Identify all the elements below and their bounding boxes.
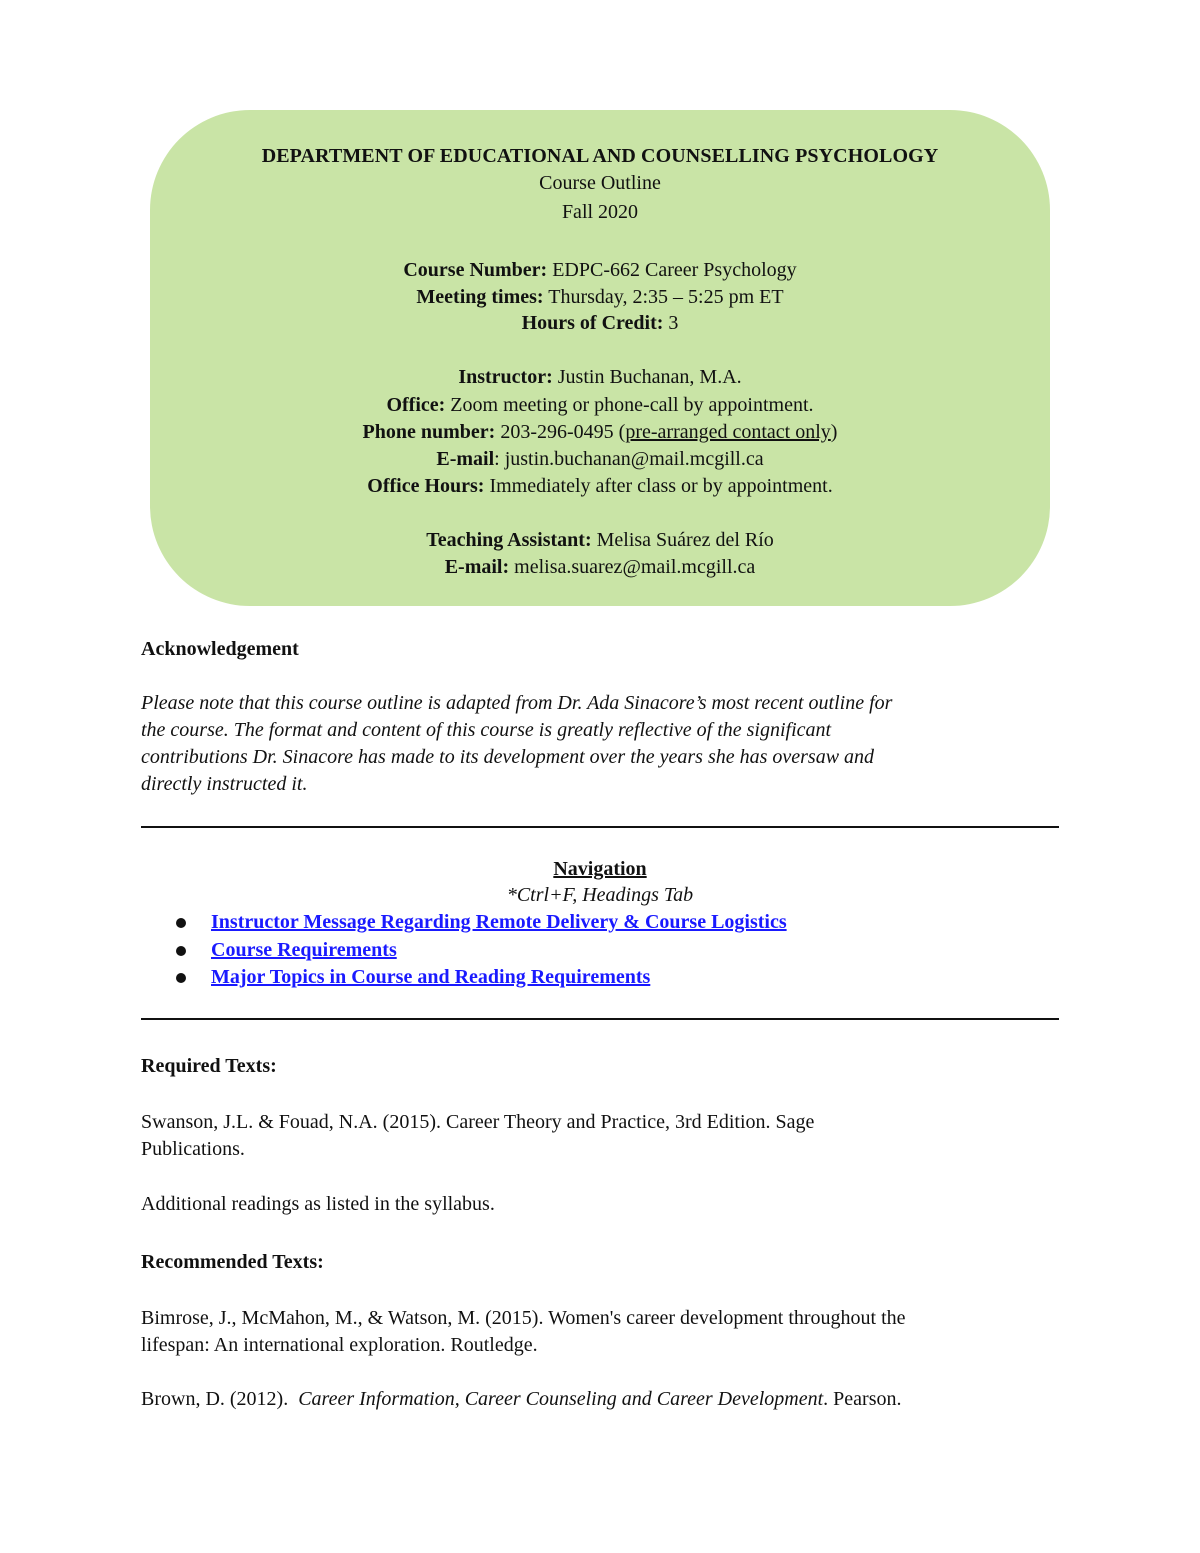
acknowledgement-line: the course. The format and content of this course is greatly reflective of the significant xyxy=(141,719,832,741)
required-texts-heading: Required Texts: xyxy=(141,1055,277,1077)
phone-close: ) xyxy=(830,421,838,443)
navigation-hint: *Ctrl+F, Headings Tab xyxy=(506,884,694,906)
department-title: DEPARTMENT OF EDUCATIONAL AND COUNSELLING PSYCHOLOGY xyxy=(261,145,939,167)
ta-value: Melisa Suárez del Río xyxy=(591,529,774,551)
ta-email-label: E-mail: xyxy=(444,556,510,578)
course-number-value: EDPC-662 Career Psychology xyxy=(547,259,797,281)
office-hours-line xyxy=(150,473,1050,500)
ta-line xyxy=(150,527,1050,554)
ta-label: Teaching Assistant: xyxy=(426,529,592,551)
link-instructor-message[interactable]: Instructor Message Regarding Remote Delivery & Course Logistics xyxy=(211,911,787,933)
phone-note: pre-arranged contact only xyxy=(625,421,831,443)
link-course-requirements[interactable]: Course Requirements xyxy=(211,938,397,961)
meeting-times-label: Meeting times: xyxy=(416,286,544,308)
additional-readings-note: Additional readings as listed in the syllabus. xyxy=(141,1193,495,1215)
recommended-reference-line: lifespan: An international exploration. Routledge. xyxy=(141,1334,538,1356)
bullet-icon xyxy=(176,973,186,983)
bullet-icon xyxy=(176,946,186,956)
recommended-reference-line: Bimrose, J., McMahon, M., & Watson, M. (2015). Women's career development throughout the xyxy=(141,1307,906,1329)
email-line xyxy=(150,446,1050,473)
credits-value: 3 xyxy=(663,312,679,334)
recommended-texts-heading: Recommended Texts: xyxy=(141,1251,324,1273)
recommended-reference-brown xyxy=(141,1386,1061,1413)
email-value: : justin.buchanan@mail.mcgill.ca xyxy=(494,448,764,470)
course-header-box xyxy=(150,110,1050,606)
course-number-label: Course Number: xyxy=(403,259,548,281)
office-hours-label: Office Hours: xyxy=(367,475,485,497)
acknowledgement-line: directly instructed it. xyxy=(141,773,308,795)
ta-email-value: melisa.suarez@mail.mcgill.ca xyxy=(509,556,756,578)
phone-value: 203-296-0495 ( xyxy=(495,421,626,443)
office-label: Office: xyxy=(386,394,446,416)
brown-reference-suffix: . Pearson. xyxy=(823,1388,902,1410)
section-divider xyxy=(141,1018,1059,1020)
term: Fall 2020 xyxy=(561,201,639,223)
section-divider xyxy=(141,826,1059,828)
navigation-title: Navigation xyxy=(553,858,647,880)
office-value: Zoom meeting or phone-call by appointment. xyxy=(445,394,814,416)
credits-label: Hours of Credit: xyxy=(521,312,664,334)
course-number-line xyxy=(150,257,1050,284)
bullet-icon xyxy=(176,918,186,928)
office-line xyxy=(150,392,1050,419)
required-reference-line: Swanson, J.L. & Fouad, N.A. (2015). Career Theory and Practice, 3rd Edition. Sage xyxy=(141,1111,815,1133)
phone-line xyxy=(150,419,1050,446)
meeting-times-line xyxy=(150,284,1050,311)
ta-email-line xyxy=(150,554,1050,581)
acknowledgement-line: contributions Dr. Sinacore has made to its development over the years she has oversaw and xyxy=(141,746,875,768)
required-reference-line: Publications. xyxy=(141,1138,245,1160)
office-hours-value: Immediately after class or by appointment. xyxy=(484,475,833,497)
doc-type: Course Outline xyxy=(539,172,661,194)
credits-line xyxy=(150,310,1050,337)
meeting-times-value: Thursday, 2:35 – 5:25 pm ET xyxy=(543,286,784,308)
link-major-topics[interactable]: Major Topics in Course and Reading Requirements xyxy=(211,966,651,988)
instructor-value: Justin Buchanan, M.A. xyxy=(552,366,742,388)
phone-label: Phone number: xyxy=(362,421,496,443)
acknowledgement-heading: Acknowledgement xyxy=(141,638,299,660)
email-label: E-mail xyxy=(436,448,495,470)
brown-reference-prefix: Brown, D. (2012). xyxy=(141,1388,299,1410)
brown-reference-title: Career Information, Career Counseling and Career Development xyxy=(298,1388,824,1410)
acknowledgement-line: Please note that this course outline is adapted from Dr. Ada Sinacore’s most recent outline for xyxy=(141,692,893,714)
instructor-line xyxy=(150,364,1050,391)
instructor-label: Instructor: xyxy=(458,366,553,388)
